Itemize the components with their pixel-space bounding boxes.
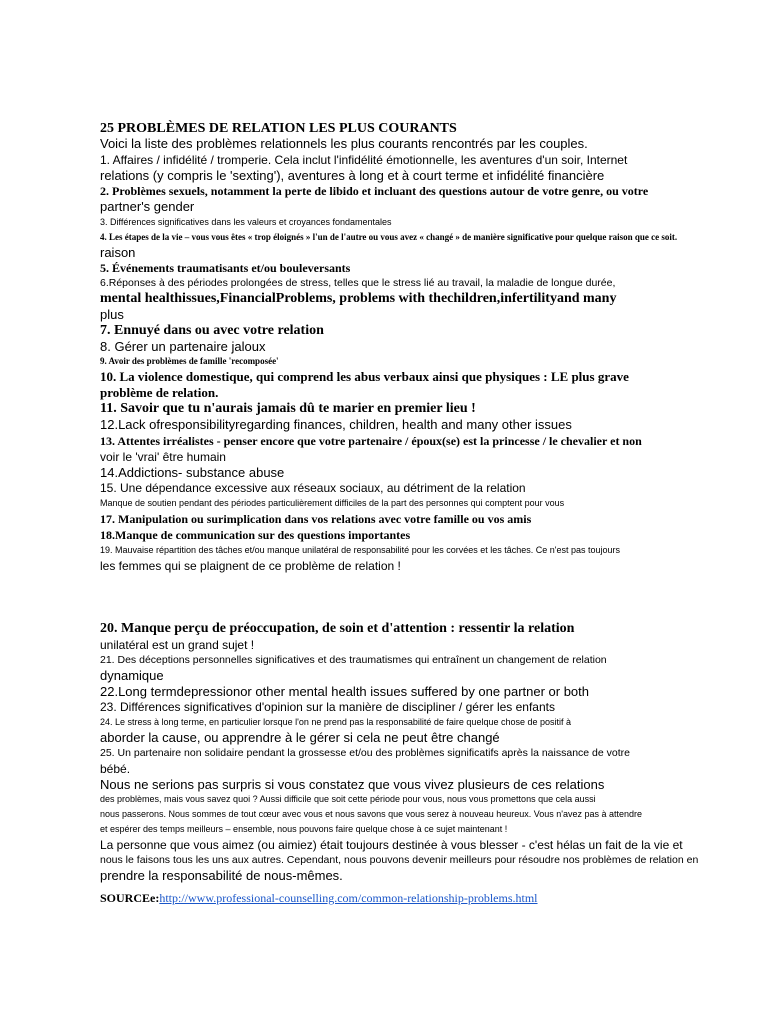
item-11: 11. Savoir que tu n'aurais jamais dû te marier en premier lieu ! bbox=[100, 401, 476, 416]
item-16: Manque de soutien pendant des périodes particulièrement difficiles de la part des personnes qui comptent pour vous bbox=[100, 498, 565, 508]
item-5: 5. Événements traumatisants et/ou bouleversants bbox=[100, 261, 351, 275]
item-19-line-1: 19. Mauvaise répartition des tâches et/ou manque unilatéral de responsabilité pour les corvées et les tâches. Ce n'est pas toujours bbox=[100, 545, 621, 555]
item-8: 8. Gérer un partenaire jaloux bbox=[100, 338, 266, 354]
item-1-line-2: relations (y compris le 'sexting'), aventures à long et à court terme et infidélité financière bbox=[100, 167, 605, 183]
item-23: 23. Différences significatives d'opinion sur la manière de discipliner / gérer les enfants bbox=[100, 700, 555, 714]
intro-line: Voici la liste des problèmes relationnels les plus courants rencontrés par les couples. bbox=[100, 136, 588, 151]
item-6-line-1: 6.Réponses à des périodes prolongées de stress, telles que le stress lié au travail, la maladie de longue durée, bbox=[100, 277, 616, 289]
item-2-line-2: partner's gender bbox=[100, 199, 195, 214]
item-10-line-1: 10. La violence domestique, qui comprend les abus verbaux ainsi que physiques : LE plus grave bbox=[100, 369, 629, 384]
source-line bbox=[100, 890, 760, 906]
closing-line-1: Nous ne serions pas surpris si vous constatez que vous vivez plusieurs de ces relations bbox=[100, 776, 605, 792]
item-20-line-2: unilatéral est un grand sujet ! bbox=[100, 638, 255, 652]
item-10-line-2: problème de relation. bbox=[100, 385, 219, 400]
closing-line-6: nous le faisons tous les uns aux autres. Cependant, nous pouvons devenir meilleurs pour résoudre nos problèmes de relation en bbox=[100, 854, 699, 866]
item-24-line-2: aborder la cause, ou apprendre à le gérer si cela ne peut être changé bbox=[100, 730, 500, 745]
closing-line-5: La personne que vous aimez (ou aimiez) était toujours destinée à vous blesser - c'est hélas un fait de la vie et bbox=[100, 838, 683, 852]
item-17: 17. Manipulation ou surimplication dans vos relations avec votre famille ou vos amis bbox=[100, 512, 532, 526]
item-21-line-1: 21. Des déceptions personnelles significatives et des traumatismes qui entraînent un changement de relation bbox=[100, 654, 607, 666]
item-25-line-2: bébé. bbox=[100, 761, 131, 776]
item-18: 18.Manque de communication sur des questions importantes bbox=[100, 528, 411, 542]
item-19-line-2: les femmes qui se plaignent de ce problème de relation ! bbox=[100, 559, 401, 573]
item-3: 3. Différences significatives dans les valeurs et croyances fondamentales bbox=[100, 216, 392, 227]
source-link[interactable]: http://www.professional-counselling.com/common-relationship-problems.html bbox=[159, 890, 538, 905]
item-21-line-2: dynamique bbox=[100, 668, 164, 683]
item-22: 22.Long termdepressionor other mental health issues suffered by one partner or both bbox=[100, 683, 590, 699]
closing-line-3: nous passerons. Nous sommes de tout cœur avec vous et nous savons que vous serez à nouveau heureux. Vous n'avez pas à attendre bbox=[100, 809, 643, 819]
closing-line-2: des problèmes, mais vous savez quoi ? Aussi difficile que soit cette période pour vous, nous vous promettons que cela aussi bbox=[100, 794, 596, 804]
item-13-line-2: voir le 'vrai' être humain bbox=[100, 449, 226, 464]
closing-line-7: prendre la responsabilité de nous-mêmes. bbox=[100, 868, 343, 883]
document-title: 25 PROBLÈMES DE RELATION LES PLUS COURANTS bbox=[100, 121, 457, 136]
closing-line-4: et espérer des temps meilleurs – ensemble, nous pouvons faire quelque chose à ce sujet maintenant ! bbox=[100, 824, 508, 834]
item-6-line-3: plus bbox=[100, 307, 124, 322]
document-page bbox=[100, 121, 760, 906]
item-12: 12.Lack ofresponsibilityregarding finances, children, health and many other issues bbox=[100, 417, 572, 432]
item-6-line-2: mental healthissues,FinancialProblems, problems with thechildren,infertilityand many bbox=[100, 291, 617, 306]
item-20-line-1: 20. Manque perçu de préoccupation, de soin et d'attention : ressentir la relation bbox=[100, 621, 575, 636]
item-2-line-1: 2. Problèmes sexuels, notamment la perte de libido et incluant des questions autour de votre genre, ou votre bbox=[100, 184, 649, 198]
item-15: 15. Une dépendance excessive aux réseaux sociaux, au détriment de la relation bbox=[100, 481, 526, 495]
item-24-line-1: 24. Le stress à long terme, en particulier lorsque l'on ne prend pas la responsabilité de faire quelque chose de positif à bbox=[100, 717, 572, 727]
source-label: SOURCEe: bbox=[100, 890, 160, 905]
item-7: 7. Ennuyé dans ou avec votre relation bbox=[100, 322, 324, 338]
spacer bbox=[100, 574, 760, 621]
item-9: 9. Avoir des problèmes de famille 'recomposée' bbox=[100, 356, 279, 366]
item-25-line-1: 25. Un partenaire non solidaire pendant la grossesse et/ou des problèmes significatifs après la naissance de votre bbox=[100, 746, 630, 759]
item-14: 14.Addictions- substance abuse bbox=[100, 464, 285, 480]
item-4-line-1: 4. Les étapes de la vie – vous vous êtes « trop éloignés » l'un de l'autre ou vous avez « changé » de manière significative pour quelque raison que ce soit. bbox=[100, 231, 678, 242]
item-4-line-2: raison bbox=[100, 244, 136, 260]
item-1-line-1: 1. Affaires / infidélité / tromperie. Cela inclut l'infidélité émotionnelle, les aventures d'un soir, Internet bbox=[100, 152, 628, 167]
item-13-line-1: 13. Attentes irréalistes - penser encore que votre partenaire / époux(se) est la princesse / le chevalier et non bbox=[100, 433, 642, 448]
